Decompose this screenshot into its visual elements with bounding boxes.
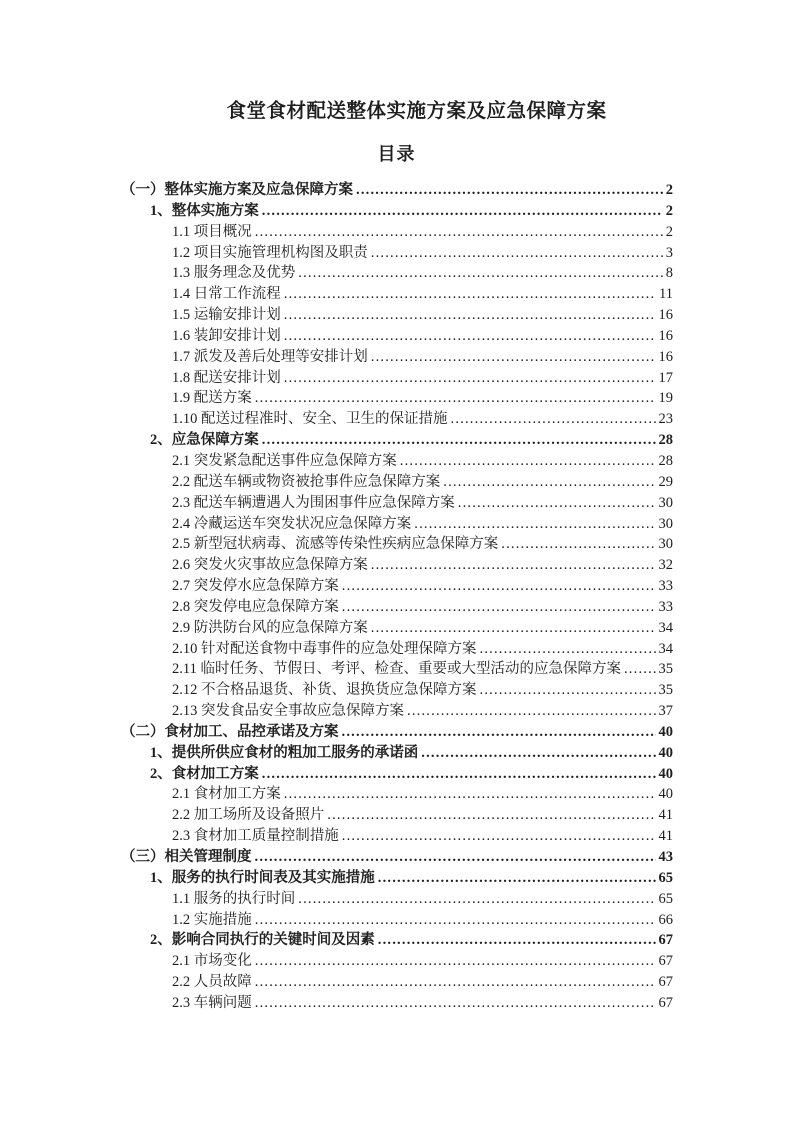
toc-entry[interactable] xyxy=(121,597,673,618)
toc-entry-label: 1.10 配送过程准时、安全、卫生的保证措施 xyxy=(172,411,448,428)
toc-entry[interactable] xyxy=(121,847,673,868)
toc-entry[interactable] xyxy=(121,368,673,389)
toc-entry-label: （二）食材加工、品控承诺及方案 xyxy=(121,723,339,740)
toc-entry[interactable] xyxy=(121,222,673,243)
toc-entry-page: 33 xyxy=(658,598,673,615)
toc-entry-label: 2.7 突发停水应急保障方案 xyxy=(172,578,339,595)
toc-entry[interactable] xyxy=(121,722,673,743)
toc-entry[interactable] xyxy=(121,680,673,701)
toc-entry[interactable] xyxy=(121,493,673,514)
toc-dot-leader xyxy=(298,889,655,910)
toc-entry[interactable] xyxy=(121,889,673,910)
toc-entry-page: 30 xyxy=(658,536,673,553)
toc-dot-leader xyxy=(298,263,663,284)
toc-entry-label: 1.7 派发及善后处理等安排计划 xyxy=(172,348,368,365)
toc-entry[interactable] xyxy=(121,472,673,493)
toc-entry[interactable] xyxy=(121,284,673,305)
toc-heading: 目录 xyxy=(377,144,416,164)
toc-entry[interactable] xyxy=(121,930,673,951)
toc-dot-leader xyxy=(284,305,656,326)
toc-entry[interactable] xyxy=(121,764,673,785)
toc-entry-page: 41 xyxy=(658,828,673,845)
toc-entry-page: 67 xyxy=(658,974,673,991)
toc-entry-page: 23 xyxy=(658,411,673,428)
toc-entry-page: 8 xyxy=(665,265,673,282)
toc-entry[interactable] xyxy=(121,305,673,326)
toc-entry-page: 2 xyxy=(665,182,673,198)
toc-entry-label: 2.3 车辆问题 xyxy=(172,994,252,1011)
toc-dot-leader xyxy=(371,347,656,368)
toc-entry-label: 2.12 不合格品退货、补货、退换货应急保障方案 xyxy=(172,682,477,699)
toc-entry-label: （一）整体实施方案及应急保障方案 xyxy=(121,182,353,198)
toc-entry-page: 33 xyxy=(658,578,673,595)
toc-entry[interactable] xyxy=(121,910,673,931)
toc-dot-leader xyxy=(458,493,656,514)
toc-entry[interactable] xyxy=(121,534,673,555)
toc-dot-leader xyxy=(480,680,656,701)
toc-entry-page: 17 xyxy=(658,369,673,386)
toc-entry-page: 37 xyxy=(658,703,673,720)
toc-dot-leader xyxy=(451,409,656,430)
toc-dot-leader xyxy=(255,910,656,931)
toc-entry-label: 1.6 装卸安排计划 xyxy=(172,327,281,344)
toc-dot-leader xyxy=(255,993,656,1014)
toc-dot-leader xyxy=(262,764,656,785)
toc-dot-leader xyxy=(371,555,656,576)
toc-dot-leader xyxy=(284,368,656,389)
toc-entry-page: 16 xyxy=(658,327,673,344)
toc-dot-leader xyxy=(342,576,656,597)
toc-entry[interactable] xyxy=(121,430,673,451)
toc-dot-leader xyxy=(342,722,656,743)
toc-entry[interactable] xyxy=(121,972,673,993)
toc-entry-label: 2.11 临时任务、节假日、考评、检查、重要或大型活动的应急保障方案 xyxy=(172,661,621,678)
toc-dot-leader xyxy=(443,472,655,493)
toc-entry-page: 40 xyxy=(658,744,673,761)
toc-dot-leader xyxy=(255,972,656,993)
toc-entry-page: 67 xyxy=(658,994,673,1011)
toc-entry-label: 2.2 人员故障 xyxy=(172,974,252,991)
toc-dot-leader xyxy=(407,701,656,722)
toc-entry-label: 2.2 配送车辆或物资被抢事件应急保障方案 xyxy=(172,473,441,490)
toc-entry[interactable] xyxy=(121,805,673,826)
toc-entry-page: 40 xyxy=(658,765,673,782)
toc-entry-label: 2.9 防洪防台风的应急保障方案 xyxy=(172,619,368,636)
toc-dot-leader xyxy=(378,868,656,889)
toc-dot-leader xyxy=(378,930,656,951)
toc-dot-leader xyxy=(342,597,656,618)
toc-entry-label: 1.1 项目概况 xyxy=(172,223,252,240)
toc-entry-page: 35 xyxy=(658,661,673,678)
toc-entry[interactable] xyxy=(121,868,673,889)
toc-entry-page: 66 xyxy=(658,911,673,928)
toc-entry-label: 2.13 突发食品安全事故应急保障方案 xyxy=(172,703,404,720)
toc-entry-label: 2、影响合同执行的关键时间及因素 xyxy=(150,932,375,949)
toc-entry[interactable] xyxy=(121,826,673,847)
toc-entry-page: 43 xyxy=(658,849,673,865)
toc-dot-leader xyxy=(327,805,655,826)
toc-entry-label: 1.2 项目实施管理机构图及职责 xyxy=(172,244,368,261)
toc-dot-leader xyxy=(262,430,656,451)
toc-entry-page: 34 xyxy=(658,640,673,657)
toc-entry[interactable] xyxy=(121,701,673,722)
toc-entry-page: 16 xyxy=(658,307,673,324)
toc-entry-label: 2.8 突发停电应急保障方案 xyxy=(172,598,339,615)
toc-dot-leader xyxy=(371,618,656,639)
toc-entry-page: 29 xyxy=(658,473,673,490)
toc-entry-label: 2、应急保障方案 xyxy=(150,432,259,449)
toc-entry-page: 67 xyxy=(658,932,673,949)
toc-entry-label: 1、提供所供应食材的粗加工服务的承诺函 xyxy=(150,744,419,761)
toc-dot-leader xyxy=(414,514,655,535)
toc-entry-page: 2 xyxy=(665,223,673,240)
toc-dot-leader xyxy=(262,201,663,222)
toc-entry[interactable] xyxy=(121,514,673,535)
toc-entry[interactable] xyxy=(121,180,673,201)
toc-entry-page: 19 xyxy=(658,390,673,407)
toc-entry-label: 2.1 突发紧急配送事件应急保障方案 xyxy=(172,452,397,469)
toc-entry[interactable] xyxy=(121,409,673,430)
toc-dot-leader xyxy=(255,847,656,868)
toc-dot-leader xyxy=(284,284,656,305)
toc-entry[interactable] xyxy=(121,993,673,1014)
toc-entry[interactable] xyxy=(121,639,673,660)
toc-entry-page: 41 xyxy=(658,807,673,824)
toc-entry-label: 1.1 服务的执行时间 xyxy=(172,890,296,907)
toc-entry[interactable] xyxy=(121,451,673,472)
toc-dot-leader xyxy=(624,659,656,680)
toc-entry[interactable] xyxy=(121,243,673,264)
document-title: 食堂食材配送整体实施方案及应急保障方案 xyxy=(226,101,607,122)
toc-entry[interactable] xyxy=(121,576,673,597)
toc-entry-page: 30 xyxy=(658,494,673,511)
toc-dot-leader xyxy=(255,222,663,243)
toc-entry-page: 67 xyxy=(658,953,673,970)
toc-entry-label: 2、食材加工方案 xyxy=(150,765,259,782)
toc-entry-page: 65 xyxy=(658,869,673,886)
toc-entry-page: 2 xyxy=(665,202,673,219)
toc-list xyxy=(121,180,673,1014)
toc-entry-label: 1.2 实施措施 xyxy=(172,911,252,928)
toc-entry-label: （三）相关管理制度 xyxy=(121,849,252,865)
toc-entry-page: 11 xyxy=(659,286,673,303)
toc-entry-label: 2.10 针对配送食物中毒事件的应急处理保障方案 xyxy=(172,640,477,657)
toc-entry-label: 2.5 新型冠状病毒、流感等传染性疾病应急保障方案 xyxy=(172,536,499,553)
toc-entry-page: 28 xyxy=(658,432,673,449)
toc-entry-label: 1、服务的执行时间表及其实施措施 xyxy=(150,869,375,886)
toc-dot-leader xyxy=(342,826,656,847)
toc-entry-page: 40 xyxy=(658,723,673,740)
toc-dot-leader xyxy=(356,180,663,201)
toc-entry[interactable] xyxy=(121,347,673,368)
toc-entry-label: 1、整体实施方案 xyxy=(150,202,259,219)
toc-entry[interactable] xyxy=(121,951,673,972)
toc-entry-page: 28 xyxy=(658,452,673,469)
toc-entry-label: 1.9 配送方案 xyxy=(172,390,252,407)
toc-entry[interactable] xyxy=(121,326,673,347)
toc-entry-page: 65 xyxy=(658,890,673,907)
toc-dot-leader xyxy=(501,534,655,555)
toc-dot-leader xyxy=(421,743,655,764)
toc-dot-leader xyxy=(400,451,656,472)
toc-entry-page: 30 xyxy=(658,515,673,532)
toc-entry-label: 2.3 配送车辆遭遇人为围困事件应急保障方案 xyxy=(172,494,455,511)
toc-dot-leader xyxy=(284,326,656,347)
toc-entry[interactable] xyxy=(121,618,673,639)
toc-dot-leader xyxy=(255,951,656,972)
toc-entry-label: 2.1 市场变化 xyxy=(172,953,252,970)
toc-entry-label: 2.6 突发火灾事故应急保障方案 xyxy=(172,557,368,574)
toc-dot-leader xyxy=(255,388,656,409)
toc-entry[interactable] xyxy=(121,263,673,284)
toc-dot-leader xyxy=(371,243,663,264)
toc-entry-page: 35 xyxy=(658,682,673,699)
toc-entry-page: 3 xyxy=(665,244,673,261)
toc-entry-label: 2.3 食材加工质量控制措施 xyxy=(172,828,339,845)
toc-entry-page: 16 xyxy=(658,348,673,365)
toc-entry[interactable] xyxy=(121,743,673,764)
toc-dot-leader xyxy=(480,639,656,660)
toc-entry-label: 1.4 日常工作流程 xyxy=(172,286,281,303)
toc-dot-leader xyxy=(284,784,656,805)
toc-entry[interactable] xyxy=(121,388,673,409)
toc-entry[interactable] xyxy=(121,555,673,576)
toc-entry-label: 2.2 加工场所及设备照片 xyxy=(172,807,325,824)
toc-entry[interactable] xyxy=(121,784,673,805)
toc-entry[interactable] xyxy=(121,201,673,222)
toc-entry[interactable] xyxy=(121,659,673,680)
toc-entry-label: 1.8 配送安排计划 xyxy=(172,369,281,386)
toc-entry-page: 40 xyxy=(658,786,673,803)
toc-entry-label: 2.1 食材加工方案 xyxy=(172,786,281,803)
toc-entry-page: 32 xyxy=(658,557,673,574)
toc-entry-label: 1.5 运输安排计划 xyxy=(172,307,281,324)
toc-entry-label: 1.3 服务理念及优势 xyxy=(172,265,296,282)
toc-entry-page: 34 xyxy=(658,619,673,636)
toc-entry-label: 2.4 冷藏运送车突发状况应急保障方案 xyxy=(172,515,412,532)
